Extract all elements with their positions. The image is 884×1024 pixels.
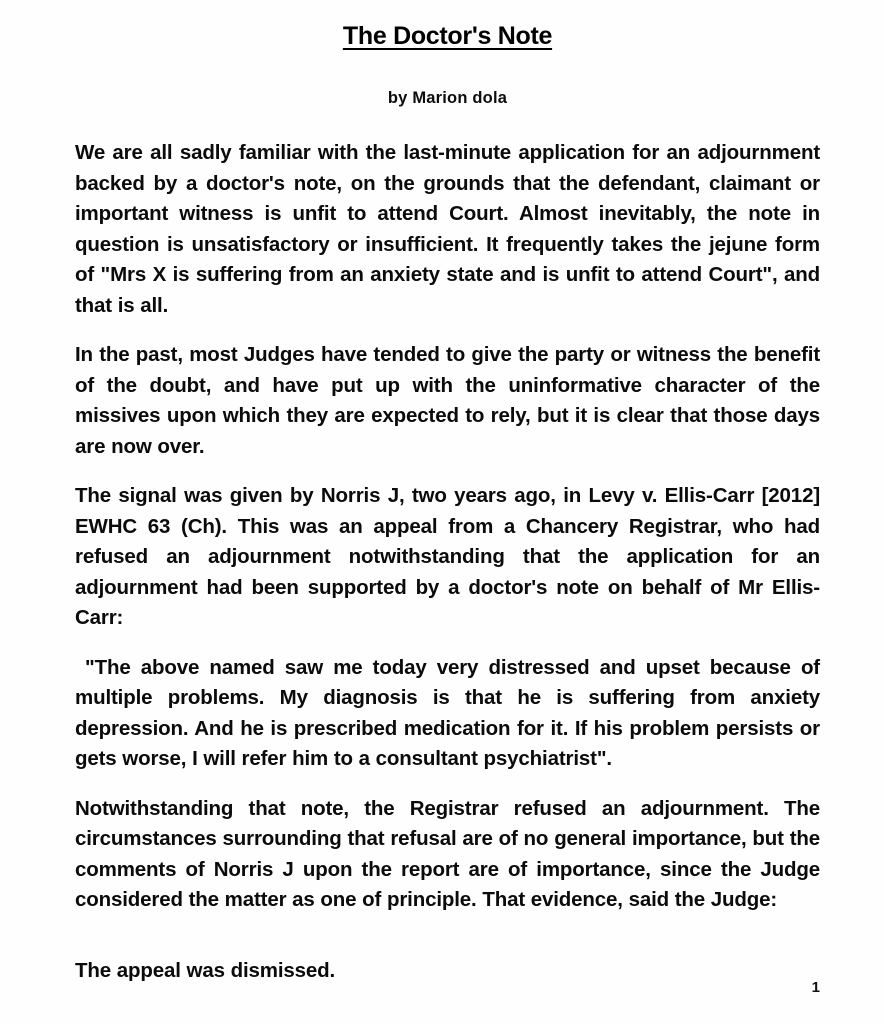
paragraph-case-citation: The signal was given by Norris J, two years ago, in Levy v. Ellis-Carr [2012] EWHC 63 (Ch). This was an appeal from a Chancery Registrar, who had refused an adjournment notwithstanding that the application for an adjournment had been supported by a doctor's note on behalf of Mr Ellis-Carr: [75,484,820,629]
paragraph-doctor-note-quote: "The above named saw me today very distressed and upset because of multiple problems. My diagnosis is that he is suffering from anxiety depression. And he is prescribed medication for it. If his problem persists or gets worse, I will refer him to a consultant psychiatrist". [75,655,820,770]
paragraph-outcome: The appeal was dismissed. [75,958,336,982]
page-title: The Doctor's Note [342,22,553,50]
paragraph-intro: We are all sadly familiar with the last-minute application for an adjournment backed by a doctor's note, on the grounds that the defendant, claimant or important witness is unfit to attend Court. Almost inevitably, the note in question is unsatisfactory or insufficient. It frequently takes the jejune form of "Mrs X is suffering from an anxiety state and is unfit to attend Court", and that is all. [75,141,820,317]
document-content [75,0,820,986]
author-byline: by Marion dola [387,89,508,107]
paragraph-registrar-refusal: Notwithstanding that note, the Registrar refused an adjournment. The circumstances surrounding that refusal are of no general importance, but the comments of Norris J upon the report are of importance, since the Judge considered the matter as one of principle. That evidence, said the Judge: [75,796,820,911]
page-number: 1 [811,979,820,996]
paragraph-past-practice: In the past, most Judges have tended to give the party or witness the benefit of the doubt, and have put up with the uninformative character of the missives upon which they are expected to rely, but it is clear that those days are now over. [75,343,820,458]
document-body [75,108,820,986]
